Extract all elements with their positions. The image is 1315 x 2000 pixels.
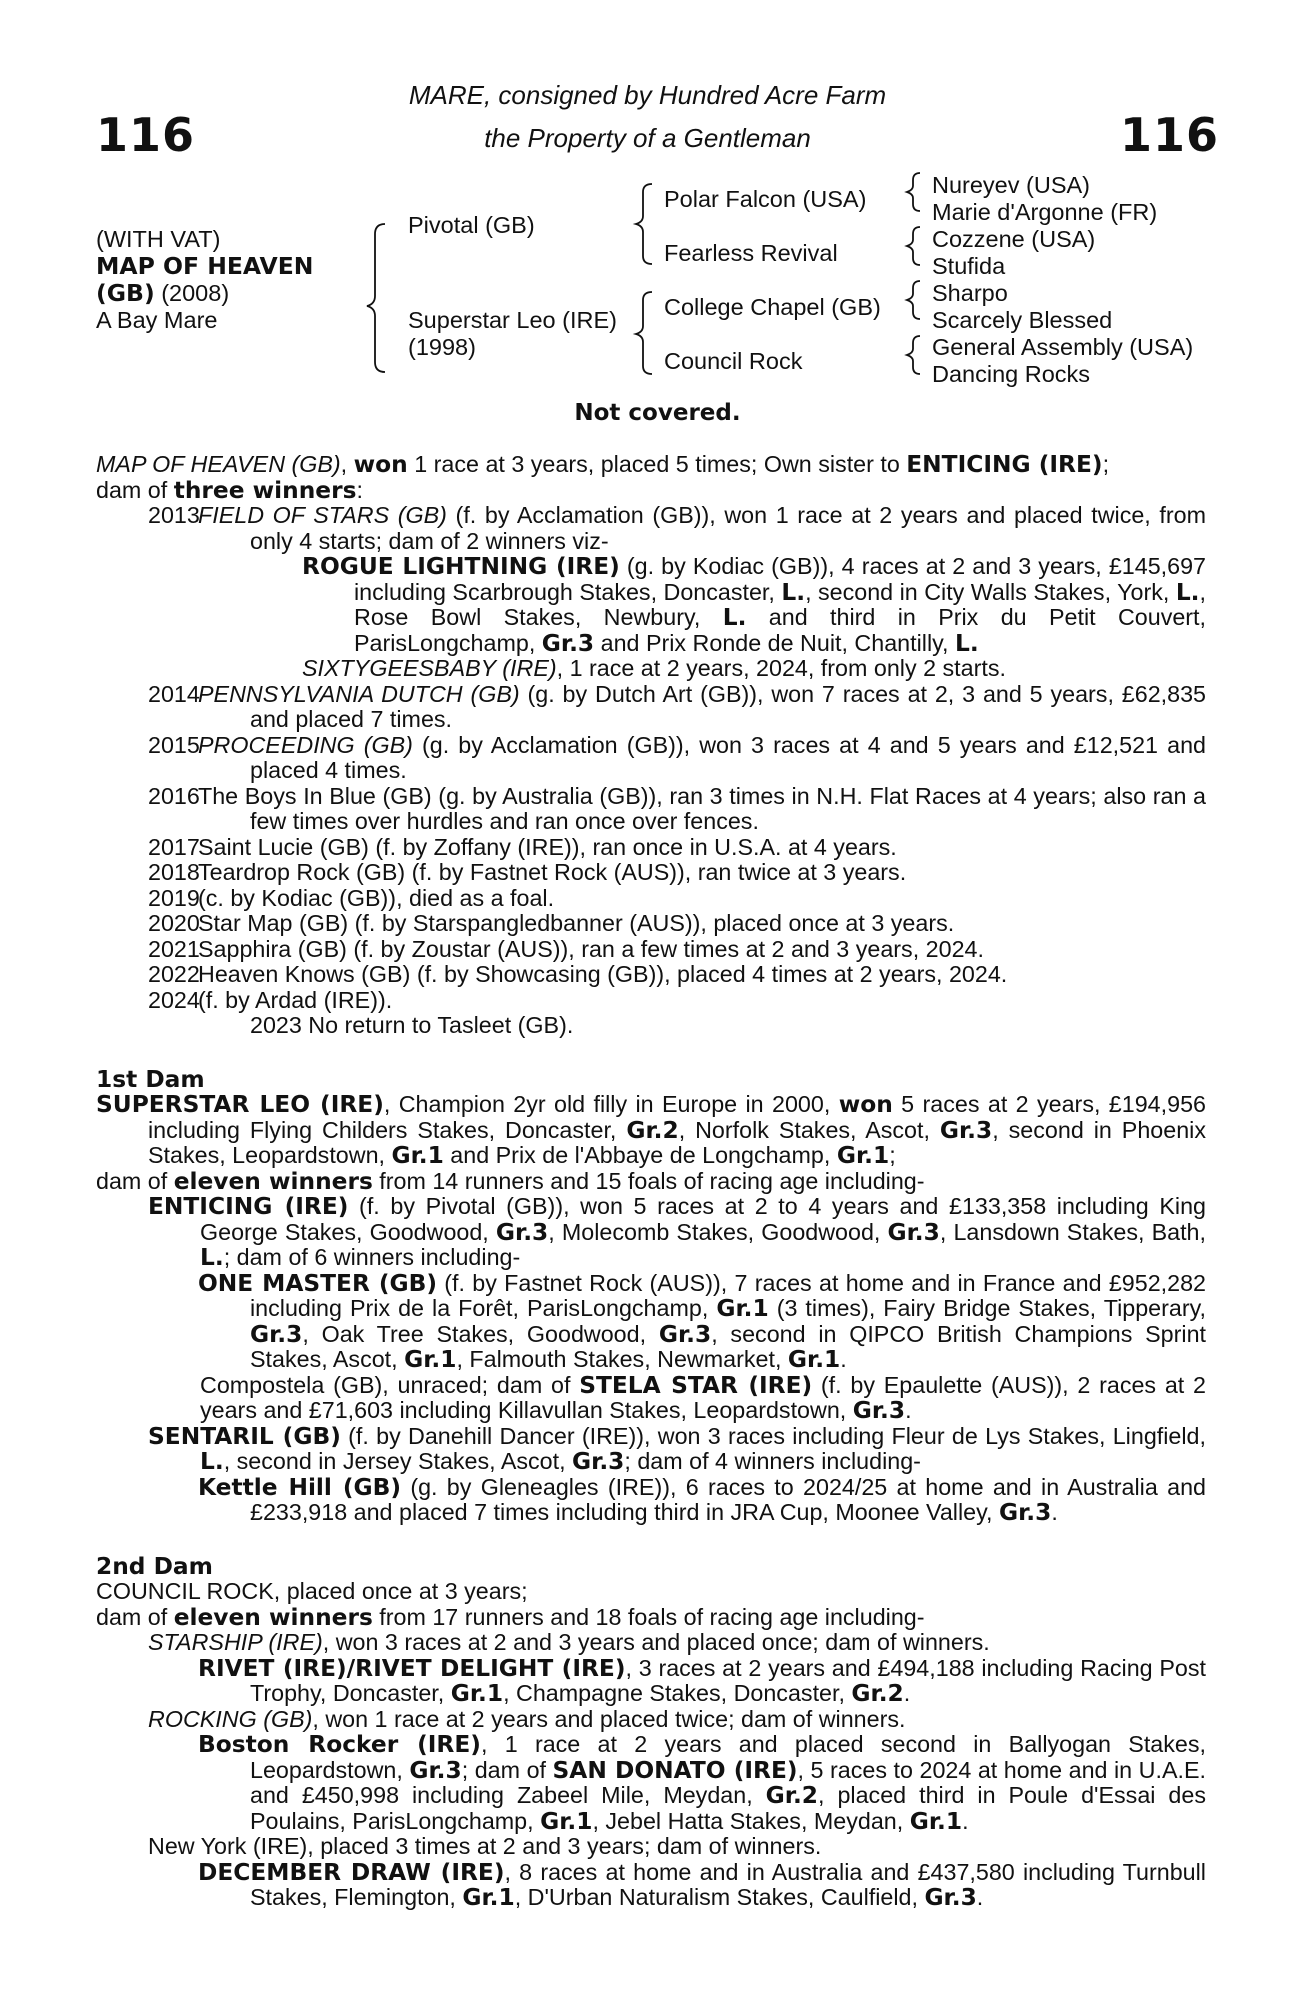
record-compostela: Compostela (GB), unraced; dam of STELA STAR (IRE) (f. by Epaulette (AUS)), 2 races at 2 years and £71,603 including Killavullan Stakes, Leopardstown, Gr.3. (200, 1371, 1206, 1424)
horse-origin: (GB) (96, 279, 155, 307)
second-dam-produce-summary: dam of eleven winners from 17 runners and 18 foals of racing age including- (96, 1603, 925, 1631)
record-rivet: RIVET (IRE)/RIVET DELIGHT (IRE), 3 races at 2 years and £494,188 including Racing Post Trophy, Doncaster, Gr.1, Champagne Stakes, Doncaster, Gr.2. (198, 1654, 1206, 1707)
record-december-draw: DECEMBER DRAW (IRE), 8 races at home and in Australia and £437,580 including Turnbull Stakes, Flemington, Gr.1, D'Urban Naturalism Stakes, Caulfield, Gr.3. (198, 1858, 1206, 1911)
record-new-york: New York (IRE), placed 3 times at 2 and 3 years; dam of winners. (148, 1833, 822, 1859)
horse-year: (2008) (161, 280, 230, 306)
vat-note: (WITH VAT) (96, 226, 221, 252)
not-covered-note: Not covered. (574, 400, 741, 426)
horse-name: MAP OF HEAVEN (96, 252, 314, 280)
record-starship: STARSHIP (IRE), won 3 races at 2 and 3 years and placed once; dam of winners. (148, 1629, 990, 1655)
produce-record-2014: 2014 PENNSYLVANIA DUTCH (GB) (g. by Dutch Art (GB)), won 7 races at 2, 3 and 5 years, £62,835 and placed 7 times. (148, 680, 1206, 732)
no-return-note: 2023 No return to Tasleet (GB). (250, 1012, 574, 1038)
first-dam-produce-summary: dam of eleven winners from 14 runners and 15 foals of racing age including- (96, 1167, 925, 1195)
pedigree-sds: Cozzene (USA) (932, 226, 1096, 252)
pedigree-sss: Nureyev (USA) (932, 172, 1091, 198)
produce-record-2022: 2022 Heaven Knows (GB) (f. by Showcasing (GB)), placed 4 times at 2 years, 2024. (148, 961, 1008, 987)
produce-record-2021: 2021 Sapphira (GB) (f. by Zoustar (AUS)), ran a few times at 2 and 3 years, 2024. (148, 935, 984, 962)
pedigree-ddd: Dancing Rocks (932, 361, 1091, 387)
produce-intro: MAP OF HEAVEN (GB), won 1 race at 3 years, placed 5 times; Own sister to ENTICING (IRE); (96, 451, 1110, 478)
pedigree-ss: Polar Falcon (USA) (664, 186, 867, 212)
produce-record-2024: 2024 (f. by Ardad (IRE)). (148, 986, 393, 1013)
pedigree-sdd: Stufida (932, 253, 1006, 279)
lot-number-left: 116 (96, 108, 196, 162)
horse-description: A Bay Mare (96, 307, 218, 333)
produce-record-2015: 2015 PROCEEDING (GB) (g. by Acclamation (GB)), won 3 races at 4 and 5 years and £12,521 and placed 4 times. (148, 731, 1206, 783)
pedigree-dam-year: (1998) (408, 334, 476, 360)
produce-record-2020: 2020 Star Map (GB) (f. by Starspangledbanner (AUS)), placed once at 3 years. (148, 910, 955, 936)
record-rocking: ROCKING (GB), won 1 race at 2 years and placed twice; dam of winners. (148, 1705, 906, 1732)
produce-record-2017: 2017 Saint Lucie (GB) (f. by Zoffany (IRE)), ran once in U.S.A. at 4 years. (148, 833, 897, 860)
pedigree-ssd: Marie d'Argonne (FR) (932, 199, 1158, 225)
sub-record-rogue-lightning: ROGUE LIGHTNING (IRE) (g. by Kodiac (GB)), 4 races at 2 and 3 years, £145,697 including Scarbrough Stakes, Doncaster, L., second in City Walls Stakes, York, L., Rose Bowl Stakes, Newbury, L. and third in Prix du Petit Couvert, ParisLongchamp, Gr.3 and Prix Ronde de Nuit, Chantilly, L. (302, 553, 1207, 657)
produce-record-2013: 2013 FIELD OF STARS (GB) (f. by Acclamation (GB)), won 1 race at 2 years and placed twice, from only 4 starts; dam of 2 winners viz- (148, 502, 1206, 554)
produce-record-2018: 2018 Teardrop Rock (GB) (f. by Fastnet Rock (AUS)), ran twice at 3 years. (148, 859, 907, 885)
sub-record-sixtygeesbaby: SIXTYGEESBABY (IRE), 1 race at 2 years, 2024, from only 2 starts. (302, 655, 1006, 681)
second-dam-heading: 2nd Dam (96, 1552, 213, 1580)
record-sentaril: SENTARIL (GB) (f. by Danehill Dancer (IRE)), won 3 races including Fleur de Lys Stakes, Lingfield, L., second in Jersey Stakes, Ascot, Gr.3; dam of 4 winners including- (148, 1422, 1206, 1475)
pedigree-dd: Council Rock (664, 348, 803, 374)
second-dam-record: COUNCIL ROCK, placed once at 3 years; (96, 1578, 528, 1604)
pedigree-dam-name: Superstar Leo (IRE) (408, 307, 617, 333)
produce-record-2019: 2019 (c. by Kodiac (GB)), died as a foal. (148, 884, 555, 911)
first-dam-heading: 1st Dam (96, 1065, 205, 1093)
record-enticing: ENTICING (IRE) (f. by Pivotal (GB)), won 5 races at 2 to 4 years and £133,358 including King George Stakes, Goodwood, Gr.3, Molecomb Stakes, Goodwood, Gr.3, Lansdown Stakes, Bath, L.; dam of 6 winners including- (148, 1193, 1206, 1271)
pedigree-ds: College Chapel (GB) (664, 294, 881, 320)
pedigree-dsd: Scarcely Blessed (932, 307, 1113, 333)
record-boston-rocker: Boston Rocker (IRE), 1 race at 2 years and placed second in Ballyogan Stakes, Leopardstown, Gr.3; dam of SAN DONATO (IRE), 5 races to 2024 at home and in U.A.E. and £450,998 including Zabeel Mile, Meydan, Gr.2, placed third in Poule d'Essai des Poulains, ParisLongchamp, Gr.1, Jebel Hatta Stakes, Meydan, Gr.1. (198, 1731, 1206, 1835)
pedigree-sire: Pivotal (GB) (408, 212, 535, 238)
pedigree-dam (408, 307, 617, 361)
consignor-line: MARE, consigned by Hundred Acre Farm (408, 80, 887, 110)
first-dam-record: SUPERSTAR LEO (IRE), Champion 2yr old filly in Europe in 2000, won 5 races at 2 years, £194,956 including Flying Childers Stakes, Doncaster, Gr.2, Norfolk Stakes, Ascot, Gr.3, second in Phoenix Stakes, Leopardstown, Gr.1 and Prix de l'Abbaye de Longchamp, Gr.1; (96, 1091, 1206, 1169)
pedigree-dss: Sharpo (932, 280, 1008, 306)
property-line: the Property of a Gentleman (484, 123, 811, 153)
produce-record-2016: 2016 The Boys In Blue (GB) (g. by Australia (GB)), ran 3 times in N.H. Flat Races at 4 years; also ran a few times over hurdles and ran once over fences. (148, 782, 1206, 834)
record-kettle-hill: Kettle Hill (GB) (g. by Gleneagles (IRE)), 6 races to 2024/25 at home and in Australia and £233,918 and placed 7 times including third in JRA Cup, Moonee Valley, Gr.3. (198, 1473, 1206, 1526)
record-one-master: ONE MASTER (GB) (f. by Fastnet Rock (AUS)), 7 races at home and in France and £952,282 including Prix de la Forêt, ParisLongchamp, Gr.1 (3 times), Fairy Bridge Stakes, Tipperary, Gr.3, Oak Tree Stakes, Goodwood, Gr.3, second in QIPCO British Champions Sprint Stakes, Ascot, Gr.1, Falmouth Stakes, Newmarket, Gr.1. (198, 1269, 1206, 1373)
pedigree-dds: General Assembly (USA) (932, 334, 1194, 360)
catalogue-body (96, 452, 1206, 1911)
lot-number-right: 116 (1120, 108, 1220, 162)
pedigree-sd: Fearless Revival (664, 240, 838, 266)
produce-intro-2: dam of three winners: (96, 476, 363, 504)
